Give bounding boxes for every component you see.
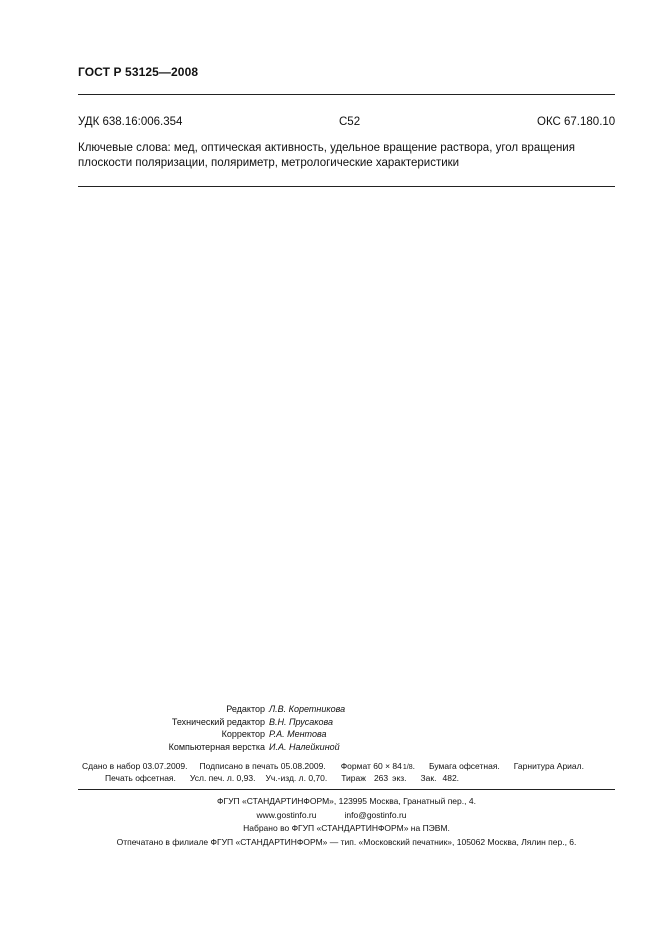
- print-format-fraction: 1/8: [402, 764, 413, 771]
- credit-person: Р.А. Ментова: [269, 729, 327, 739]
- print-format-dot: .: [412, 761, 415, 771]
- credit-person: В.Н. Прусакова: [269, 716, 333, 727]
- print-format: Формат 60 × 84: [340, 761, 402, 771]
- credit-role: Технический редактор: [171, 716, 265, 727]
- credit-role: Корректор: [221, 729, 265, 739]
- print-run-unit: экз.: [392, 773, 407, 783]
- header-rule: [78, 94, 615, 95]
- print-sheets: Усл. печ. л. 0,93.: [189, 773, 256, 783]
- publisher-printed: Отпечатано в филиале ФГУП «СТАНДАРТИНФОРМ» — тип. «Московский печатник», 105062 Москва, Лялин пер., 6.: [116, 836, 577, 847]
- credit-person: И.А. Налейкиной: [269, 741, 340, 752]
- print-paper: Бумага офсетная.: [428, 761, 500, 771]
- print-order-value: 482.: [442, 773, 460, 783]
- credits-block: [90, 703, 345, 753]
- publisher-block: [78, 796, 615, 850]
- credit-editor: [90, 703, 345, 716]
- print-order-label: Зак.: [420, 773, 437, 783]
- keywords: Ключевые слова: мед, оптическая активность, удельное вращение раствора, угол вращения плоскости поляризации, поляриметр, метрологические характеристики: [78, 142, 575, 169]
- publisher-address: ФГУП «СТАНДАРТИНФОРМ», 123995 Москва, Гранатный пер., 4.: [217, 796, 476, 806]
- print-font: Гарнитура Ариал.: [513, 761, 584, 771]
- group-code: С52: [339, 116, 361, 128]
- credit-layout: [90, 741, 345, 754]
- credit-role: Редактор: [226, 704, 265, 714]
- publisher-website-link[interactable]: www.gostinfo.ru: [256, 809, 317, 820]
- publisher-contacts: [78, 810, 615, 824]
- print-run-label: Тираж: [341, 773, 366, 783]
- publisher-email-link[interactable]: info@gostinfo.ru: [344, 809, 407, 820]
- print-run-value: 263: [373, 773, 389, 783]
- standard-id: ГОСТ Р 53125—2008: [78, 65, 199, 79]
- credit-role: Компьютерная верстка: [168, 741, 265, 752]
- print-info-row-2: [105, 773, 459, 783]
- publisher-typeset: Набрано во ФГУП «СТАНДАРТИНФОРМ» на ПЭВМ.: [243, 823, 450, 833]
- credit-tech-editor: [90, 716, 345, 729]
- credit-person: Л.В. Коретникова: [269, 704, 346, 714]
- print-method: Печать офсетная.: [105, 773, 176, 783]
- publisher-rule: [78, 789, 615, 790]
- keywords-rule: [78, 186, 615, 187]
- print-signed-date: Подписано в печать 05.08.2009.: [199, 761, 326, 771]
- udk-code: УДК 638.16:006.354: [78, 116, 183, 128]
- print-pub-sheets: Уч.-изд. л. 0,70.: [265, 773, 328, 783]
- oks-code: ОКС 67.180.10: [537, 116, 616, 128]
- print-info-row-1: [82, 761, 584, 771]
- print-typeset-date: Сдано в набор 03.07.2009.: [82, 761, 188, 771]
- credit-corrector: [90, 728, 345, 741]
